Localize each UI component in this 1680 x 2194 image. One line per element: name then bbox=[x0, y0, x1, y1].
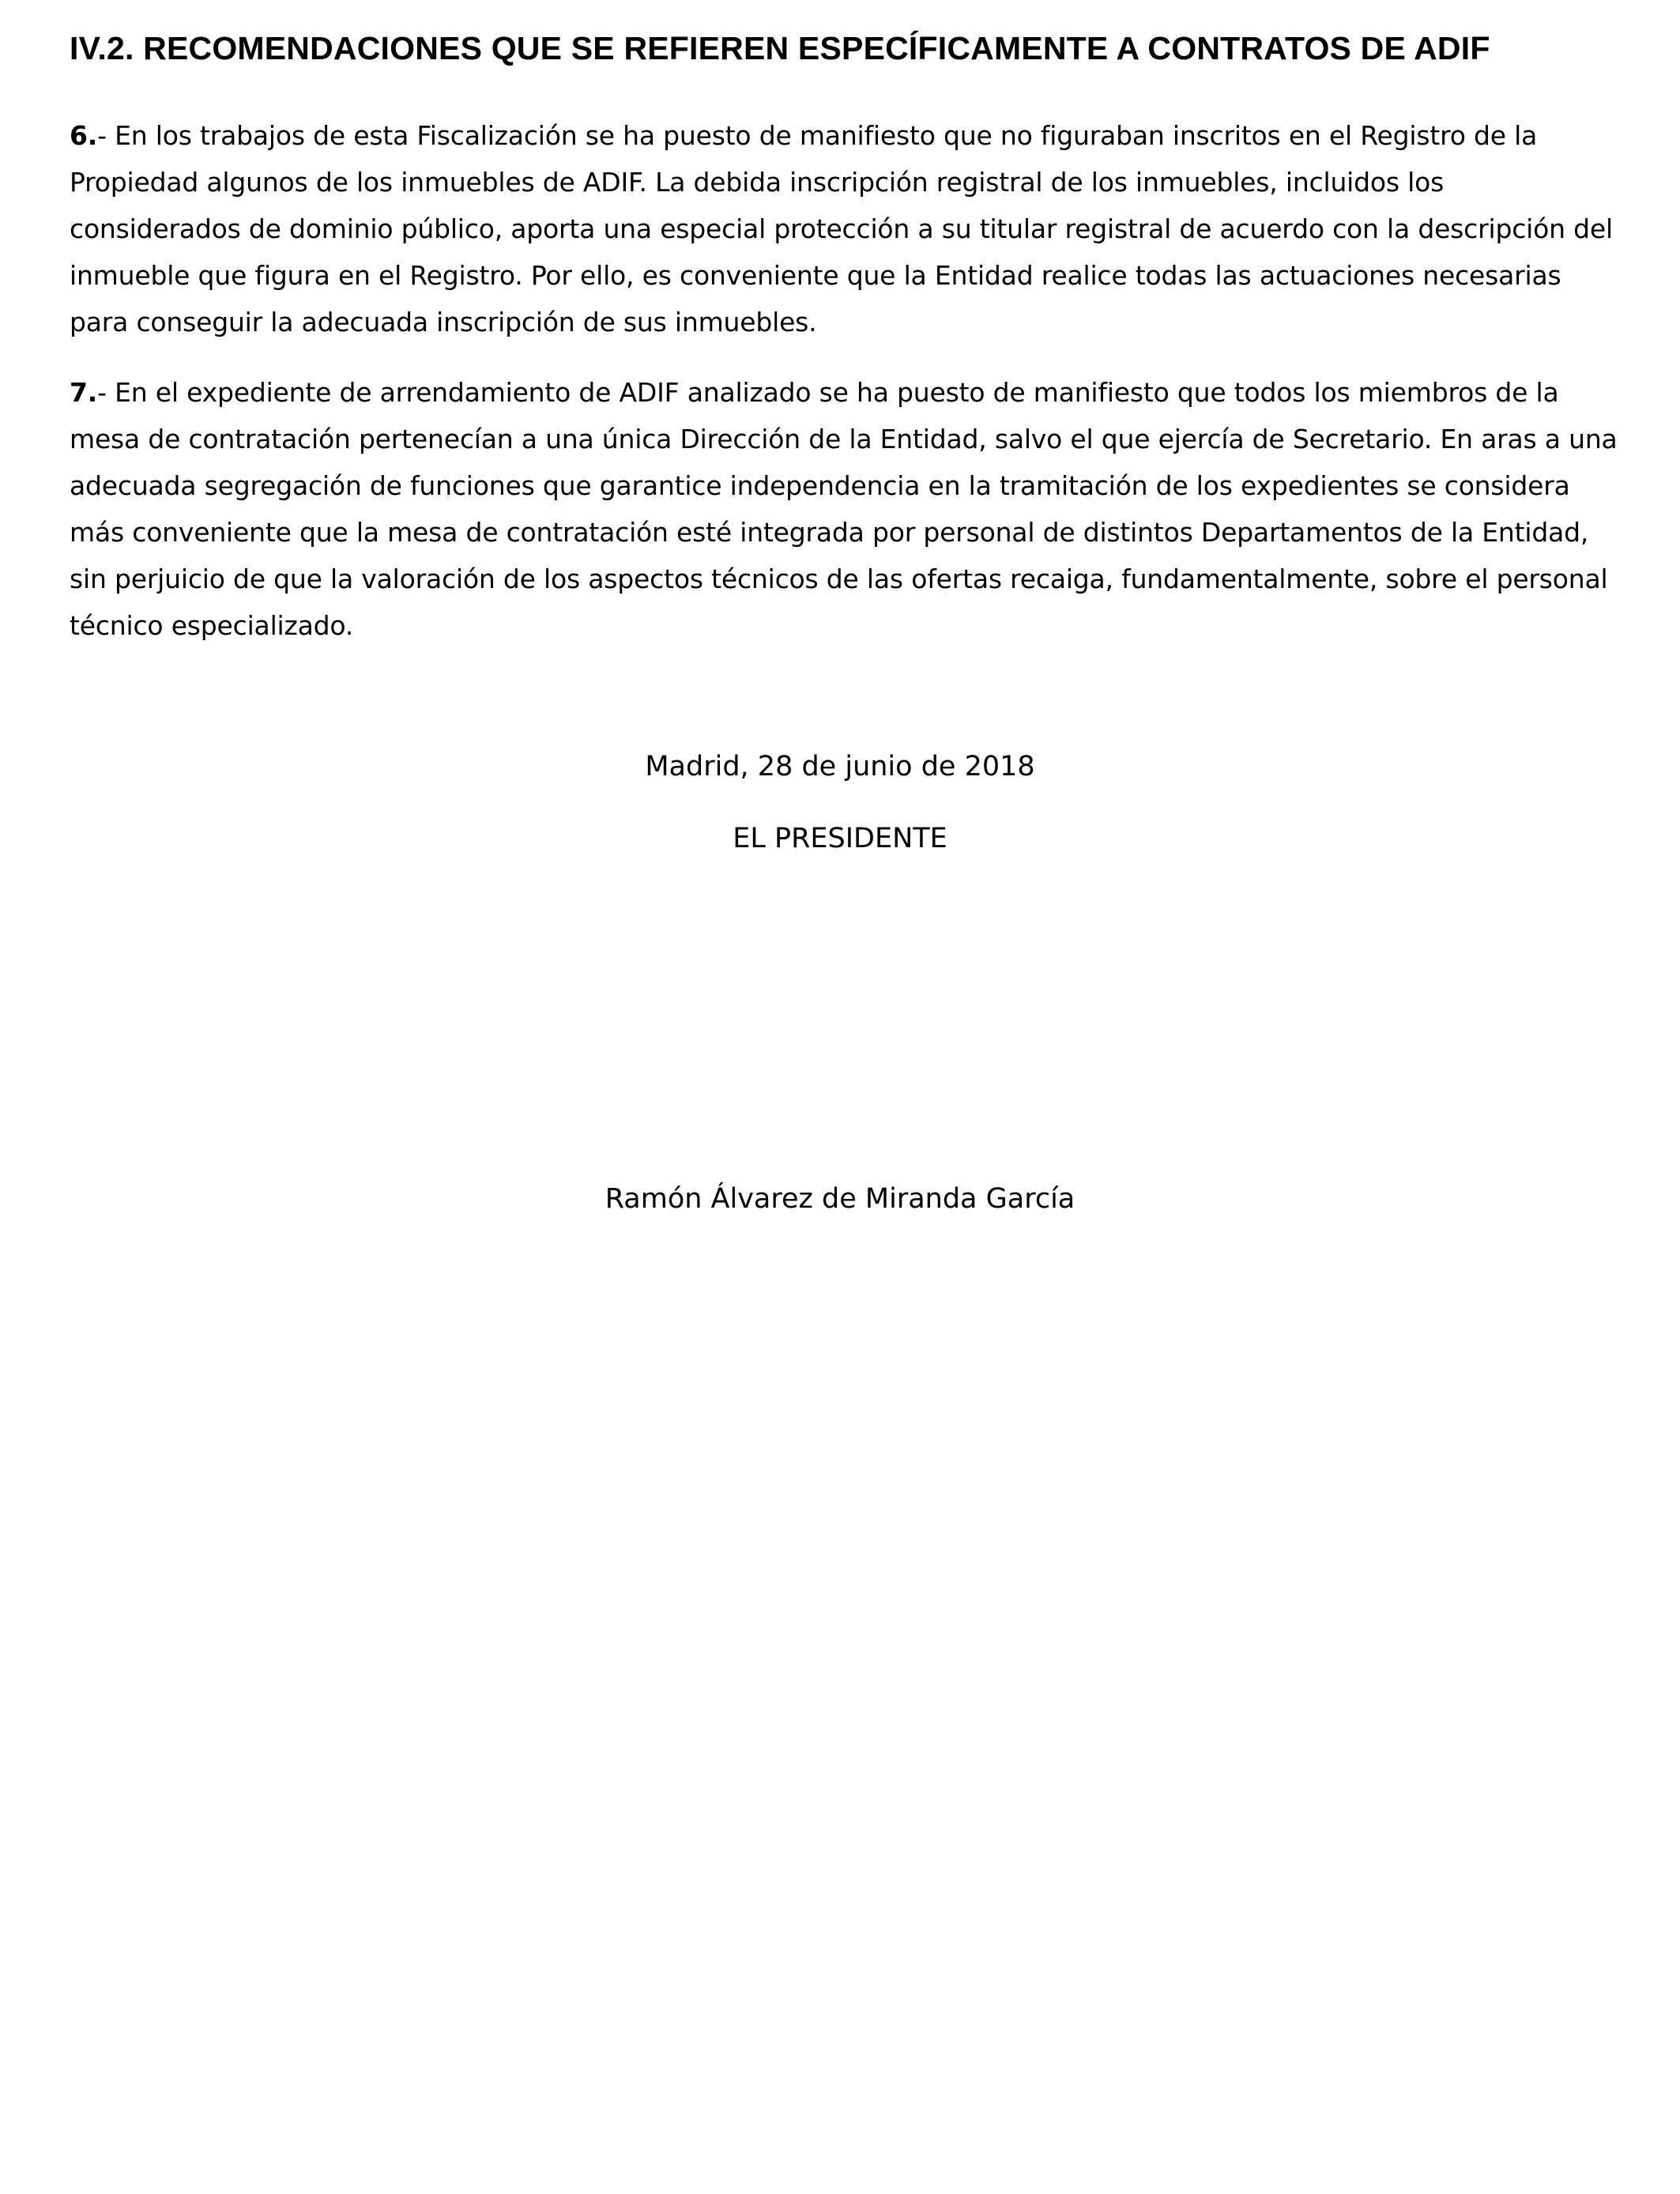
recommendation-text: - En el expediente de arrendamiento de ADIF analizado se ha puesto de manifiesto que todos los miembros de la mesa de contratación pertenecían a una única Dirección de la Entidad, salvo el que ejercía de Secretario. En aras a una adecuada segregación de funciones que garantice independencia en la tramitación de los expedientes se considera más conveniente que la mesa de contratación esté integrada por personal de distintos Departamentos de la Entidad, sin perjuicio de que la valoración de los aspectos técnicos de las ofertas recaiga, fundamentalmente, sobre el personal técnico especializado. bbox=[70, 377, 1618, 641]
section-heading: IV.2. RECOMENDACIONES QUE SE REFIEREN ESPECÍFICAMENTE A CONTRATOS DE ADIF bbox=[70, 30, 1490, 66]
recommendation-text: - En los trabajos de esta Fiscalización se ha puesto de manifiesto que no figuraban inscritos en el Registro de la Propiedad algunos de los inmuebles de ADIF. La debida inscripción registral de los inmuebles, incluidos los considerados de dominio público, aporta una especial protección a su titular registral de acuerdo con la descripción del inmueble que figura en el Registro. Por ello, es conveniente que la Entidad realice todas las actuaciones necesarias para conseguir la adecuada inscripción de sus inmuebles. bbox=[70, 120, 1613, 337]
signer-title: EL PRESIDENTE bbox=[733, 823, 947, 854]
recommendation-number: 7. bbox=[70, 377, 98, 408]
recommendation-paragraph-7 bbox=[70, 369, 1618, 649]
recommendation-paragraph-6 bbox=[70, 112, 1618, 345]
signer-name: Ramón Álvarez de Miranda García bbox=[605, 1183, 1075, 1215]
place-date: Madrid, 28 de junio de 2018 bbox=[645, 751, 1035, 782]
recommendation-number: 6. bbox=[70, 120, 98, 151]
